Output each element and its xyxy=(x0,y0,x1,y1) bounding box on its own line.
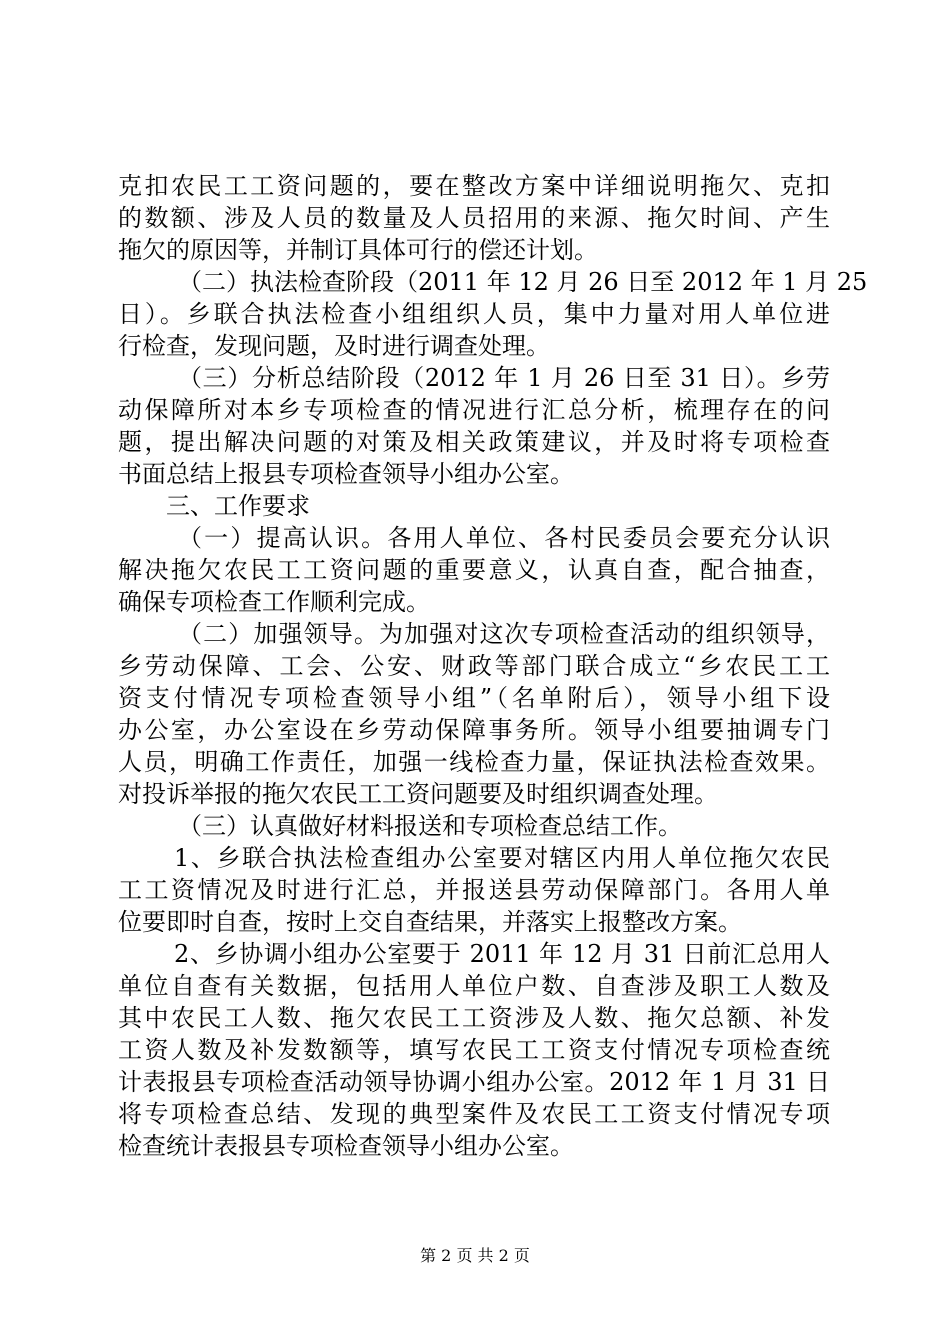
text-line: 乡劳动保障、工会、公安、财政等部门联合成立“乡农民工工 xyxy=(118,652,830,680)
text-line: 工工资情况及时进行汇总，并报送县劳动保障部门。各用人单 xyxy=(118,876,830,904)
paragraph-raise-awareness xyxy=(118,522,830,618)
text-line: （一）提高认识。各用人单位、各村民委员会要充分认识 xyxy=(178,524,830,552)
text-line: 工资人数及补发数额等，填写农民工工资支付情况专项检查统 xyxy=(118,1036,830,1064)
paragraph-strengthen-leadership xyxy=(118,618,830,810)
text-line: （二）加强领导。为加强对这次专项检查活动的组织领导， xyxy=(178,620,830,648)
text-line: 的数额、涉及人员的数量及人员招用的来源、拖欠时间、产生 xyxy=(118,204,830,232)
text-line: 确保专项检查工作顺利完成。 xyxy=(118,588,430,616)
text-line: 题，提出解决问题的对策及相关政策建议，并及时将专项检查 xyxy=(118,428,830,456)
page-number-footer: 第 2 页 共 2 页 xyxy=(420,1246,530,1265)
text-line: 克扣农民工工资问题的，要在整改方案中详细说明拖欠、克扣 xyxy=(118,172,830,200)
heading-line: 三、工作要求 xyxy=(166,492,310,520)
paragraph-materials-heading xyxy=(118,810,830,842)
text-line: 2、乡协调小组办公室要于 2011 年 12 月 31 日前汇总用人 xyxy=(174,940,830,968)
paragraph-item-1 xyxy=(118,842,830,938)
text-line: 检查统计表报县专项检查领导小组办公室。 xyxy=(118,1132,574,1160)
section-heading xyxy=(118,490,830,522)
text-line: 拖欠的原因等，并制订具体可行的偿还计划。 xyxy=(118,236,598,264)
text-line: 位要即时自查，按时上交自查结果，并落实上报整改方案。 xyxy=(118,908,742,936)
text-line: 行检查，发现问题，及时进行调查处理。 xyxy=(118,332,550,360)
paragraph-item-2 xyxy=(118,938,830,1162)
text-line: 将专项检查总结、发现的典型案件及农民工工资支付情况专项 xyxy=(118,1100,830,1128)
text-line: 单位自查有关数据，包括用人单位户数、自查涉及职工人数及 xyxy=(118,972,830,1000)
paragraph-continuation xyxy=(118,170,830,266)
text-line: 1、乡联合执法检查组办公室要对辖区内用人单位拖欠农民 xyxy=(174,844,830,872)
text-line: 计表报县专项检查活动领导协调小组办公室。2012 年 1 月 31 日 xyxy=(118,1068,830,1096)
document-body xyxy=(118,170,868,1162)
text-line: （三）分析总结阶段（2012 年 1 月 26 日至 31 日）。乡劳 xyxy=(178,364,830,392)
text-line: （二）执法检查阶段（2011 年 12 月 26 日至 2012 年 1 月 25 xyxy=(178,268,868,296)
text-line: 日）。乡联合执法检查小组组织人员，集中力量对用人单位进 xyxy=(118,300,830,328)
text-line: 书面总结上报县专项检查领导小组办公室。 xyxy=(118,460,574,488)
paragraph-enforcement-stage xyxy=(118,266,868,362)
text-line: 解决拖欠农民工工资问题的重要意义，认真自查，配合抽查， xyxy=(118,556,830,584)
paragraph-summary-stage xyxy=(118,362,830,490)
text-line: 人员，明确工作责任，加强一线检查力量，保证执法检查效果。 xyxy=(118,748,830,776)
text-line: 对投诉举报的拖欠农民工工资问题要及时组织调查处理。 xyxy=(118,780,718,808)
text-line: 资支付情况专项检查领导小组”（名单附后），领导小组下设 xyxy=(118,684,830,712)
text-line: 办公室，办公室设在乡劳动保障事务所。领导小组要抽调专门 xyxy=(118,716,830,744)
text-line: 其中农民工人数、拖欠农民工工资涉及人数、拖欠总额、补发 xyxy=(118,1004,830,1032)
text-line: （三）认真做好材料报送和专项检查总结工作。 xyxy=(178,812,682,840)
text-line: 动保障所对本乡专项检查的情况进行汇总分析，梳理存在的问 xyxy=(118,396,830,424)
